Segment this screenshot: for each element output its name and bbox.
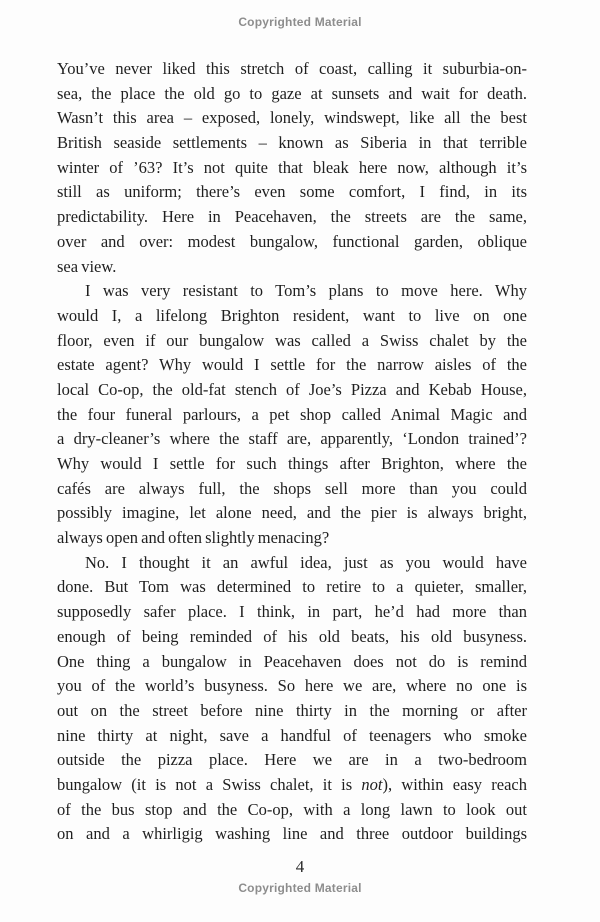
copyright-notice-bottom: Copyrighted Material: [238, 881, 362, 895]
text-line: British seaside settlements – known as Siberia in that terrible: [57, 133, 527, 153]
text-line: sea, the place the old go to gaze at sunsets and wait for death.: [57, 83, 527, 103]
copyright-notice-top: Copyrighted Material: [238, 15, 362, 29]
page-text: [57, 57, 527, 847]
text-line: always open and often slightly menacing?: [57, 528, 330, 548]
text-line: over and over: modest bungalow, functional garden, oblique: [57, 231, 527, 251]
text-line: Why would I settle for such things after Brighton, where the: [57, 454, 527, 473]
text-line: sea view.: [57, 256, 117, 276]
text-line: predictability. Here in Peacehaven, the streets are the same,: [57, 207, 527, 227]
text-line: supposedly safer place. I think, in part, he’d had more than: [57, 602, 527, 622]
text-line: out on the street before nine thirty in the morning or after: [57, 700, 527, 720]
text-line: bungalow (it is not a Swiss chalet, it is not), within easy reach: [57, 774, 528, 794]
text-line: the four funeral parlours, a pet shop called Animal Magic and: [57, 404, 527, 424]
text-line: One thing a bungalow in Peacehaven does not do is remind: [57, 651, 527, 671]
text-line: You’ve never liked this stretch of coast, calling it suburbia-on-: [57, 59, 527, 78]
text-line: done. But Tom was determined to retire to a quieter, smaller,: [57, 577, 527, 597]
text-line: floor, even if our bungalow was called a Swiss chalet by the: [57, 330, 527, 350]
page-number: 4: [295, 857, 305, 876]
text-line: possibly imagine, let alone need, and the pier is always bright,: [57, 503, 527, 523]
text-line: still as uniform; there’s even some comfort, I find, in its: [57, 182, 527, 202]
text-line: you of the world’s busyness. So here we are, where no one is: [57, 676, 527, 696]
text-line: nine thirty at night, save a handful of teenagers who smoke: [57, 725, 527, 745]
text-line: Wasn’t this area – exposed, lonely, windswept, like all the best: [57, 108, 527, 128]
text-line: would I, a lifelong Brighton resident, want to live on one: [57, 305, 527, 325]
text-line: a dry-cleaner’s where the staff are, apparently, ‘London trained’?: [57, 429, 527, 449]
text-line: estate agent? Why would I settle for the narrow aisles of the: [57, 355, 527, 375]
text-line: on and a whirligig washing line and three outdoor buildings: [57, 824, 527, 844]
text-line: I was very resistant to Tom’s plans to move here. Why: [85, 281, 527, 301]
text-line: local Co-op, the old-fat stench of Joe’s Pizza and Kebab House,: [57, 379, 527, 399]
text-line: cafés are always full, the shops sell more than you could: [57, 478, 527, 498]
text-line: winter of ’63? It’s not quite that bleak here now, although it’s: [57, 157, 527, 177]
text-line: of the bus stop and the Co-op, with a long lawn to look out: [57, 799, 527, 819]
text-line: enough of being reminded of his old beats, his old busyness.: [57, 626, 527, 646]
text-line: No. I thought it an awful idea, just as you would have: [85, 552, 527, 572]
text-line: outside the pizza place. Here we are in a two-bedroom: [57, 750, 527, 770]
